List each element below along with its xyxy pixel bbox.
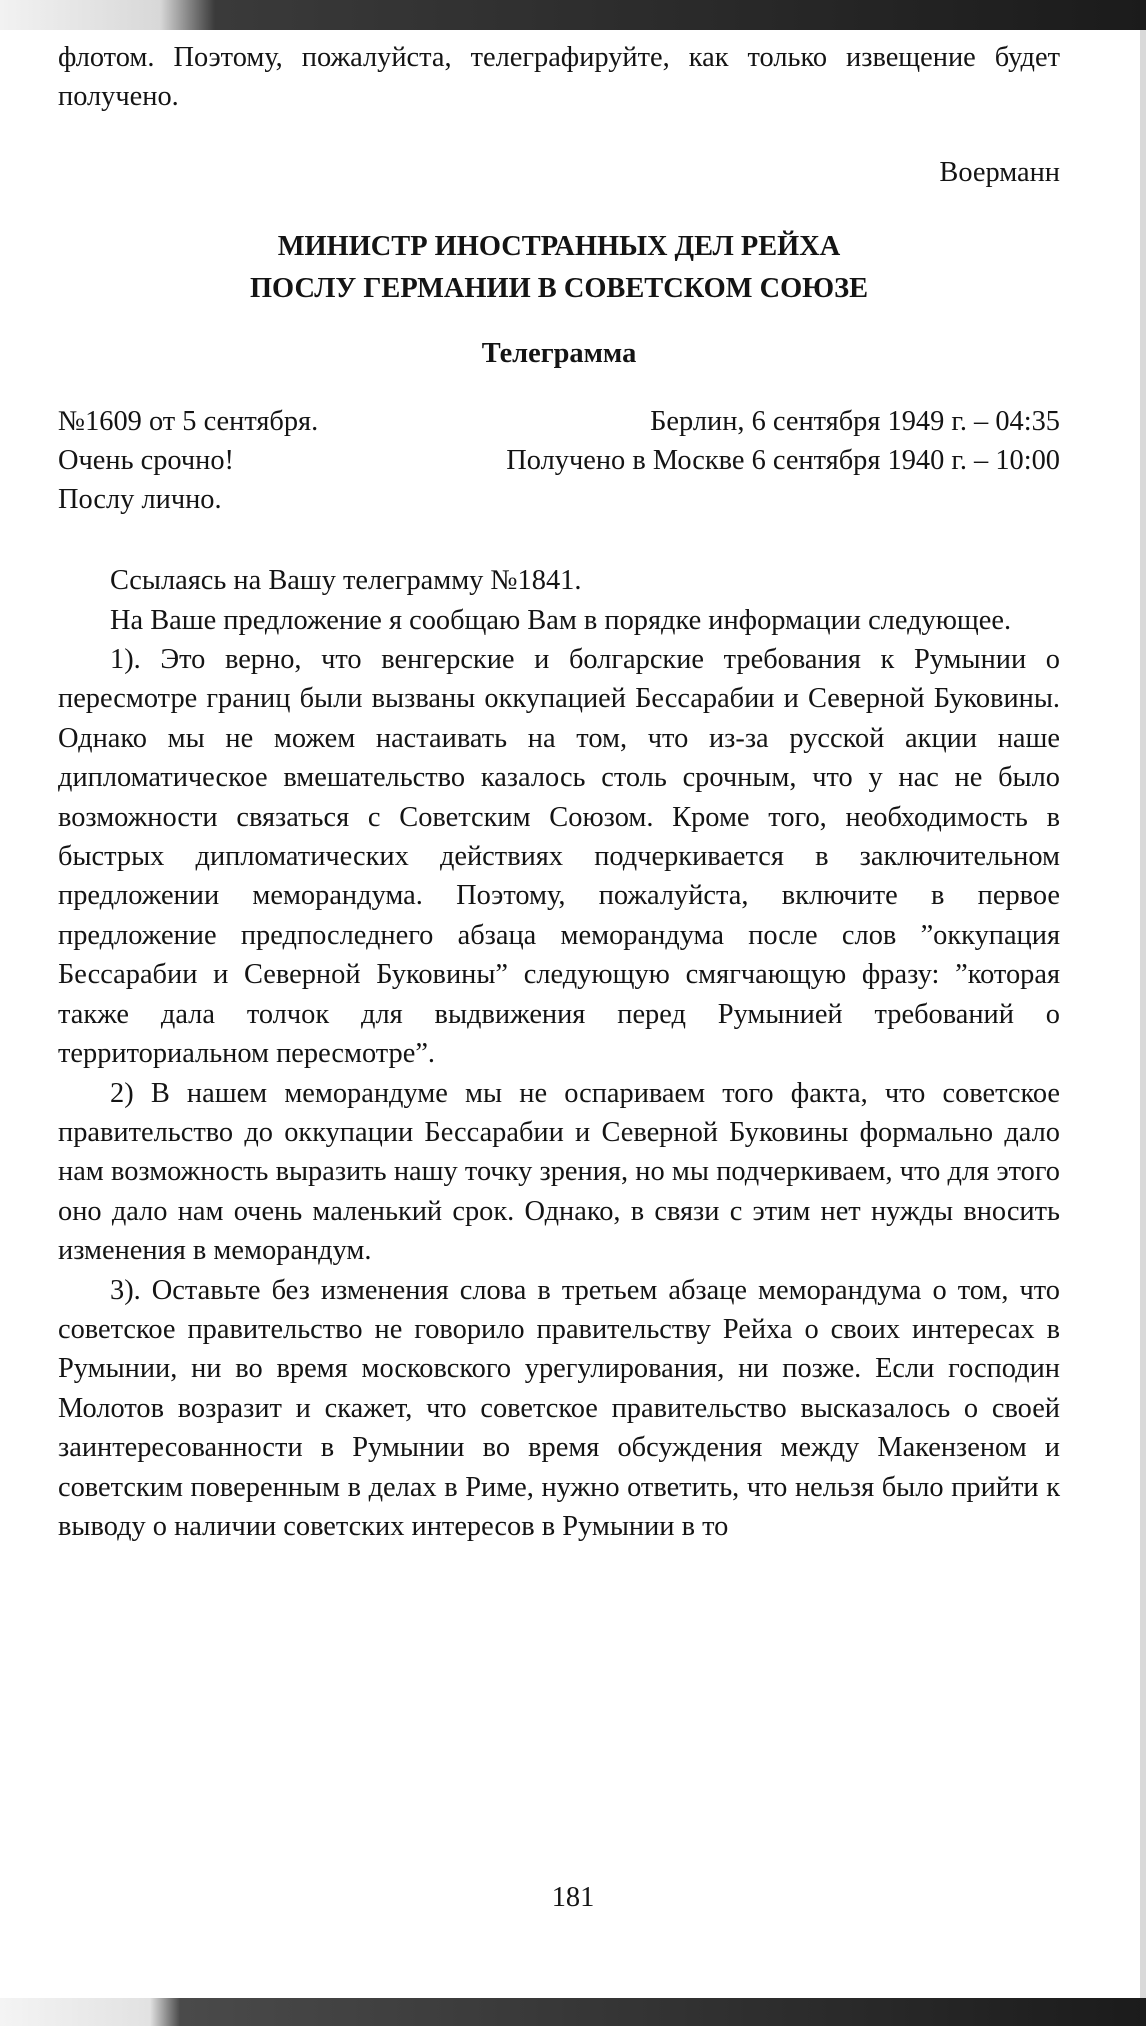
document-type: Телеграмма xyxy=(481,338,637,370)
heading-line-1: МИНИСТР ИНОСТРАННЫХ ДЕЛ РЕЙХА xyxy=(277,231,841,263)
scan-bottom-edge xyxy=(0,1998,1146,2026)
received-info: Получено в Москве 6 сентября 1940 г. – 10:00 xyxy=(506,445,1060,477)
telegram-body xyxy=(58,561,1060,1546)
telegram-metadata xyxy=(58,402,1060,519)
body-paragraph-3: 1). Это верно, что венгерские и болгарские требования к Румынии о пересмотре границ были вызваны оккупацией Бессарабии и Северной Буковины. Однако мы не можем настаивать на том, что из-за русской акции наше дипломатическое вмешательство казалось столь срочным, что у нас не было возможности связаться с Советским Союзом. Кроме того, необходимость в быстрых дипломатических действиях подчеркивается в заключительном предложении меморандума. Поэтому, пожалуйста, включите в первое предложение предпоследнего абзаца меморандума после слов ”оккупация Бессарабии и Северной Буковины” следующую смягчающую фразу: ”которая также дала толчок для выдвижения перед Румынией требований о территориальном пересмотре”. xyxy=(58,644,1060,1070)
body-paragraph-2: На Ваше предложение я сообщаю Вам в порядке информации следующее. xyxy=(110,604,1012,636)
book-page xyxy=(58,38,1060,1546)
document-heading xyxy=(58,226,1060,310)
telegram-meta-left xyxy=(58,402,318,519)
page-number: 181 xyxy=(551,1882,595,1913)
scan-right-edge xyxy=(1140,30,1146,1998)
signature: Воерманн xyxy=(939,156,1060,188)
telegram-meta-right xyxy=(506,402,1060,519)
body-paragraph-1: Ссылаясь на Вашу телеграмму №1841. xyxy=(110,565,582,597)
continuation-text: флотом. Поэтому, пожалуйста, телеграфируйте, как только извещение будет получено. xyxy=(58,42,1060,113)
urgency-note: Очень срочно! xyxy=(58,445,234,477)
telegram-number: №1609 от 5 сентября. xyxy=(58,406,319,438)
sent-info: Берлин, 6 сентября 1949 г. – 04:35 xyxy=(650,406,1060,438)
body-paragraph-5: 3). Оставьте без изменения слова в третьем абзаце меморандума о том, что советское правительство не говорило правительству Рейха о своих интересах в Румынии, ни во время московского урегулирования, ни позже. Если господин Молотов возразит и скажет, что советское правительство высказалось о своей заинтересованности в Румынии во время обсуждения между Макензеном и советским поверенным в делах в Риме, нужно ответить, что нельзя было прийти к выводу о наличии советских интересов в Румынии в то xyxy=(58,1274,1060,1542)
heading-line-2: ПОСЛУ ГЕРМАНИИ В СОВЕТСКОМ СОЮЗЕ xyxy=(249,273,869,305)
scan-top-edge xyxy=(0,0,1146,30)
personal-note: Послу лично. xyxy=(58,484,222,516)
body-paragraph-4: 2) В нашем меморандуме мы не оспариваем того факта, что советское правительство до оккупации Бессарабии и Северной Буковины формально дало нам возможность выразить нашу точку зрения, но мы подчеркиваем, что для этого оно дало нам очень маленький срок. Однако, в связи с этим нет нужды вносить изменения в меморандум. xyxy=(58,1077,1060,1267)
